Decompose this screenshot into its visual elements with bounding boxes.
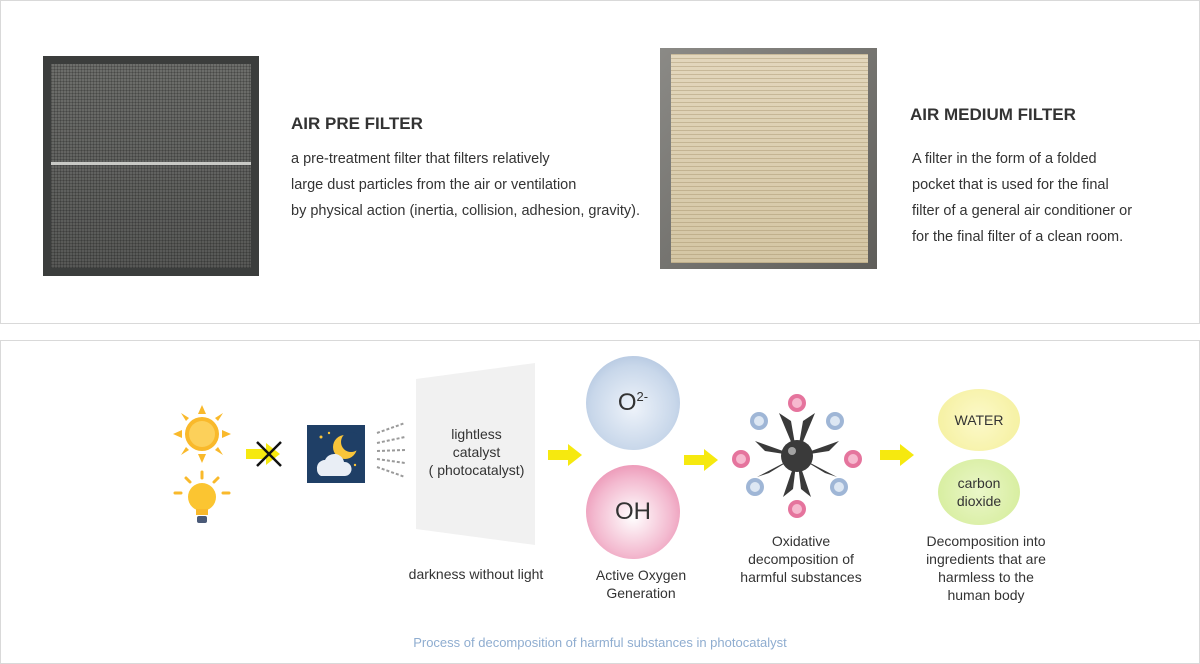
carbon-label: carbon dioxide: [956, 475, 1002, 509]
catalyst-line: lightless: [451, 426, 502, 442]
active-oxygen-label: [566, 566, 716, 602]
water-label: WATER: [954, 412, 1004, 428]
arrow-icon: [880, 444, 914, 466]
light-bulb-icon: [173, 469, 231, 527]
oxidative-line: Oxidative: [771, 533, 831, 549]
sun-icon: [171, 403, 233, 465]
pre-filter-line: a pre-treatment filter that filters relatively: [291, 151, 550, 167]
air-medium-filter-photo: [660, 48, 877, 269]
medium-filter-line: pocket that is used for the final: [912, 177, 1109, 193]
darkness-line: darkness without light: [408, 566, 544, 582]
oxidative-line: decomposition of: [748, 551, 854, 567]
pre-filter-line: large dust particles from the air or ventilation: [291, 177, 577, 193]
medium-filter-line: filter of a general air conditioner or: [912, 203, 1133, 219]
o2-bubble: [586, 356, 680, 450]
arrow-icon: [548, 444, 582, 466]
light-rays-icon: [375, 419, 407, 481]
oxidative-label: [721, 532, 881, 586]
result-line: Decomposition into: [926, 533, 1046, 549]
oxidative-line: harmful substances: [740, 569, 862, 585]
carbon-dioxide-bubble: [938, 459, 1020, 525]
active-oxygen-line: Generation: [606, 585, 676, 601]
arrow-icon: [684, 449, 718, 471]
filters-panel: [0, 0, 1200, 324]
catalyst-line: catalyst: [452, 444, 501, 460]
darkness-label: [396, 565, 556, 583]
water-bubble: [938, 389, 1020, 451]
oh-label: OH: [615, 498, 651, 525]
pre-filter-description: [291, 146, 640, 224]
photocatalyst-process-panel: [0, 340, 1200, 664]
oh-bubble: [586, 465, 680, 559]
result-label: [901, 532, 1071, 604]
medium-filter-title: AIR MEDIUM FILTER: [910, 105, 1076, 124]
medium-filter-line: A filter in the form of a folded: [912, 151, 1097, 167]
filter-pleats: [671, 54, 868, 263]
result-line: ingredients that are: [926, 551, 1046, 567]
pre-filter-title: AIR PRE FILTER: [291, 114, 423, 133]
catalyst-line: ( photocatalyst): [428, 462, 525, 478]
pre-filter-line: by physical action (inertia, collision, adhesion, gravity).: [291, 203, 640, 219]
result-line: harmless to the: [938, 569, 1034, 585]
diagram-caption: Process of decomposition of harmful substances in photocatalyst: [413, 635, 787, 650]
catalyst-label: [416, 425, 537, 479]
molecule-icon: [729, 391, 865, 521]
air-pre-filter-photo: [43, 56, 259, 276]
active-oxygen-line: Active Oxygen: [595, 567, 687, 583]
medium-filter-line: for the final filter of a clean room.: [912, 229, 1124, 245]
cross-icon: [254, 439, 284, 469]
filter-mesh: [51, 64, 251, 268]
o2-label: $O^{2-}$: [617, 389, 649, 416]
result-line: human body: [947, 587, 1025, 603]
medium-filter-description: [912, 146, 1132, 250]
night-moon-icon: [307, 425, 365, 483]
filter-support-bar: [51, 162, 251, 165]
